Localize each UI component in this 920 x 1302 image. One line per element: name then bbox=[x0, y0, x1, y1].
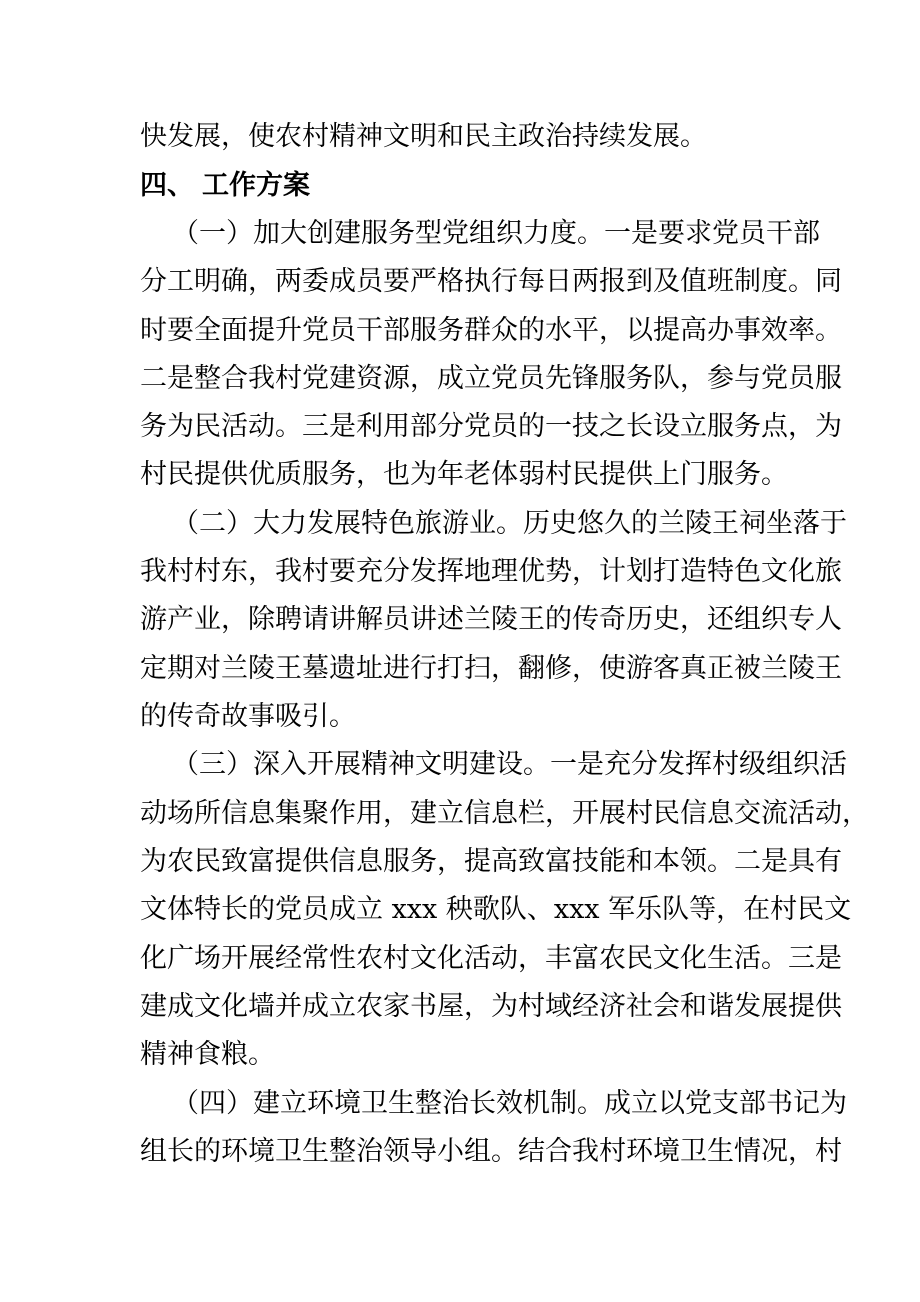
paragraph-line: 二是整合我村党建资源，成立党员先锋服务队，参与党员服 bbox=[140, 363, 842, 394]
paragraph-line: 组长的环境卫生整治领导小组。结合我村环境卫生情况，村 bbox=[140, 1136, 842, 1167]
paragraph-line: 精神食粮。 bbox=[140, 1039, 275, 1070]
paragraph-line: 的传奇故事吸引。 bbox=[140, 701, 356, 732]
paragraph-line: 定期对兰陵王墓遗址进行打扫，翻修，使游客真正被兰陵王 bbox=[140, 653, 842, 684]
paragraph-line: 文体特长的党员成立 xxx 秧歌队、xxx 军乐队等，在村民文 bbox=[140, 894, 852, 925]
section-title: 工作方案 bbox=[202, 170, 310, 201]
paragraph-line: 时要全面提升党员干部服务群众的水平，以提高办事效率。 bbox=[140, 315, 842, 346]
paragraph-line: （四）建立环境卫生整治长效机制。成立以党支部书记为 bbox=[172, 1088, 847, 1119]
paragraph-line: 游产业，除聘请讲解员讲述兰陵王的传奇历史，还组织专人 bbox=[140, 604, 842, 635]
section-number: 四、 bbox=[140, 170, 194, 201]
section-heading bbox=[140, 166, 310, 206]
intro-line: 快发展，使农村精神文明和民主政治持续发展。 bbox=[140, 121, 707, 152]
paragraph-line: 为农民致富提供信息服务，提高致富技能和本领。二是具有 bbox=[140, 846, 842, 877]
paragraph-line: 村民提供优质服务，也为年老体弱村民提供上门服务。 bbox=[140, 459, 788, 490]
paragraph-line: 分工明确，两委成员要严格执行每日两报到及值班制度。同 bbox=[140, 266, 842, 297]
paragraph-line: 建成文化墙并成立农家书屋，为村域经济社会和谐发展提供 bbox=[140, 991, 842, 1022]
paragraph-line: （三）深入开展精神文明建设。一是充分发挥村级组织活 bbox=[172, 749, 847, 780]
paragraph-line: （二）大力发展特色旅游业。历史悠久的兰陵王祠坐落于 bbox=[172, 508, 847, 539]
paragraph-line: 我村村东，我村要充分发挥地理优势，计划打造特色文化旅 bbox=[140, 556, 842, 587]
paragraph-line: 动场所信息集聚作用，建立信息栏，开展村民信息交流活动， bbox=[140, 798, 869, 829]
paragraph-line: 化广场开展经常性农村文化活动，丰富农民文化生活。三是 bbox=[140, 943, 842, 974]
paragraph-line: （一）加大创建服务型党组织力度。一是要求党员干部 bbox=[172, 218, 820, 249]
paragraph-line: 务为民活动。三是利用部分党员的一技之长设立服务点，为 bbox=[140, 411, 842, 442]
